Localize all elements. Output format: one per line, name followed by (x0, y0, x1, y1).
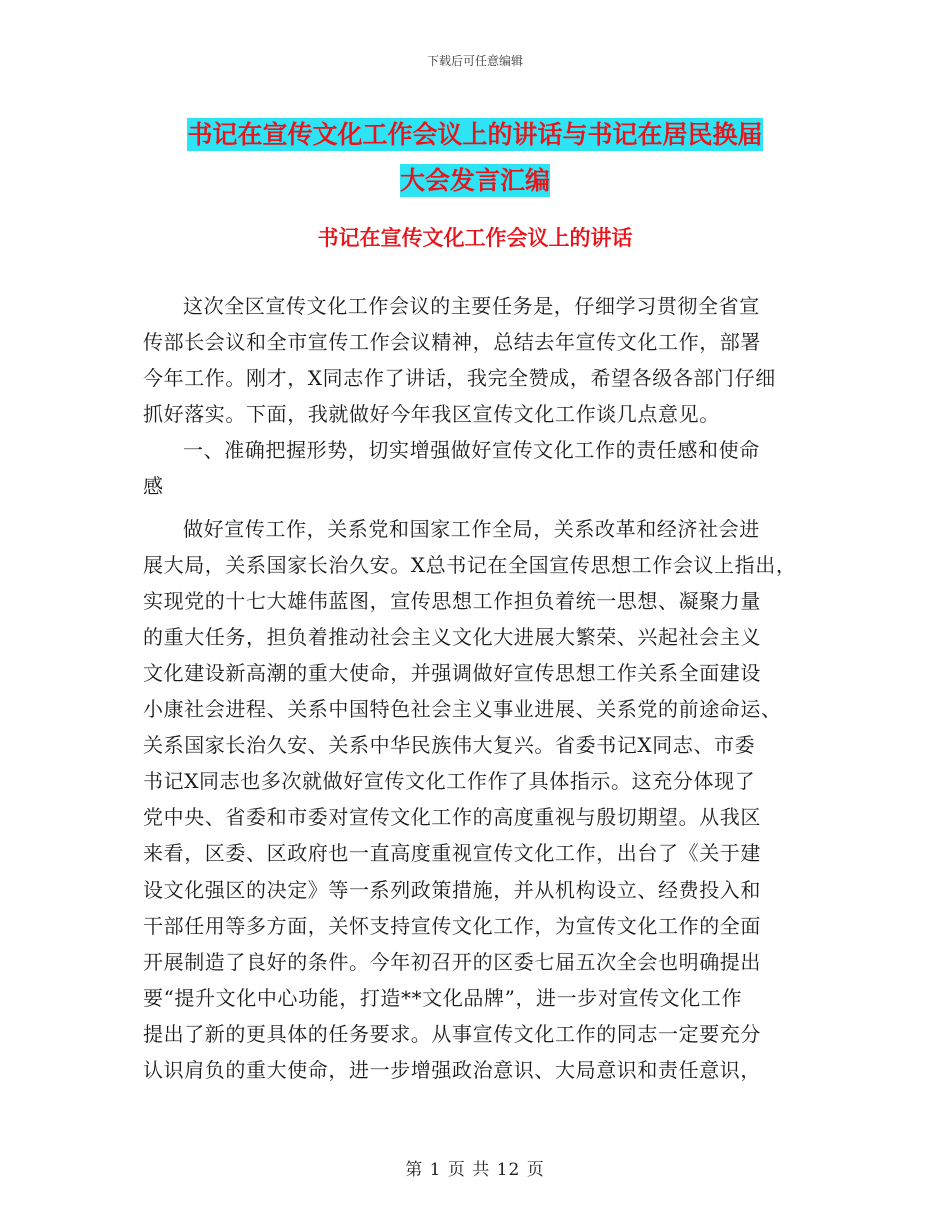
page-number-footer: 第 1 页 共 12 页 (405, 1160, 545, 1180)
heading-line: 感 (143, 474, 164, 499)
text-line: 的重大任务，担负着推动社会主义文化大进展大繁荣、兴起社会主义 (143, 624, 761, 649)
text-line: 做好宣传工作，关系党和国家工作全局，关系改革和经济社会进 (183, 516, 760, 541)
title-line-1: 书记在宣传文化工作会议上的讲话与书记在居民换届 (187, 120, 763, 149)
section-title: 书记在宣传文化工作会议上的讲话 (317, 226, 633, 250)
text-line: 设文化强区的决定》等一系列政策措施，并从机构设立、经费投入和 (143, 877, 761, 902)
text-line: 党中央、省委和市委对宣传文化工作的高度重视与殷切期望。从我区 (143, 805, 761, 830)
text-line: 提出了新的更具体的任务要求。从事宣传文化工作的同志一定要充分 (143, 1021, 761, 1046)
text-line: 展大局，关系国家长治久安。X总书记在全国宣传思想工作会议上指出， (143, 552, 797, 577)
text-line: 干部任用等多方面，关怀支持宣传文化工作，为宣传文化工作的全面 (143, 913, 761, 938)
document-title (0, 112, 950, 204)
text-line: 这次全区宣传文化工作会议的主要任务是，仔细学习贯彻全省宣 (183, 294, 760, 318)
text-line: 实现党的十七大雄伟蓝图，宣传思想工作担负着统一思想、凝聚力量 (143, 588, 761, 613)
text-line: 今年工作。刚才，X同志作了讲话，我完全赞成，希望各级各部门仔细 (143, 366, 776, 391)
text-line: 要“提升文化中心功能，打造**文化品牌”，进一步对宣传文化工作 (143, 985, 743, 1010)
header-note: 下载后可任意编辑 (426, 54, 523, 68)
text-line: 抓好落实。下面，我就做好今年我区宣传文化工作谈几点意见。 (143, 402, 720, 427)
text-line: 书记X同志也多次就做好宣传文化工作作了具体指示。这充分体现了 (143, 769, 756, 794)
text-line: 来看，区委、区政府也一直高度重视宣传文化工作，出台了《关于建 (143, 841, 761, 866)
text-line: 文化建设新高潮的重大使命，并强调做好宣传思想工作关系全面建设 (143, 660, 761, 685)
text-line: 小康社会进程、关系中国特色社会主义事业进展、关系党的前途命运、 (143, 697, 782, 722)
heading-line: 一、准确把握形势，切实增强做好宣传文化工作的责任感和使命 (183, 438, 760, 463)
text-line: 认识肩负的重大使命，进一步增强政治意识、大局意识和责任意识， (143, 1057, 761, 1082)
text-line: 传部长会议和全市宣传工作会议精神，总结去年宣传文化工作，部署 (143, 330, 761, 355)
text-line: 关系国家长治久安、关系中华民族伟大复兴。省委书记X同志、市委 (143, 733, 756, 758)
title-line-2: 大会发言汇编 (399, 166, 550, 195)
text-line: 开展制造了良好的条件。今年初召开的区委七届五次全会也明确提出 (143, 949, 761, 974)
body-text (143, 288, 808, 1088)
